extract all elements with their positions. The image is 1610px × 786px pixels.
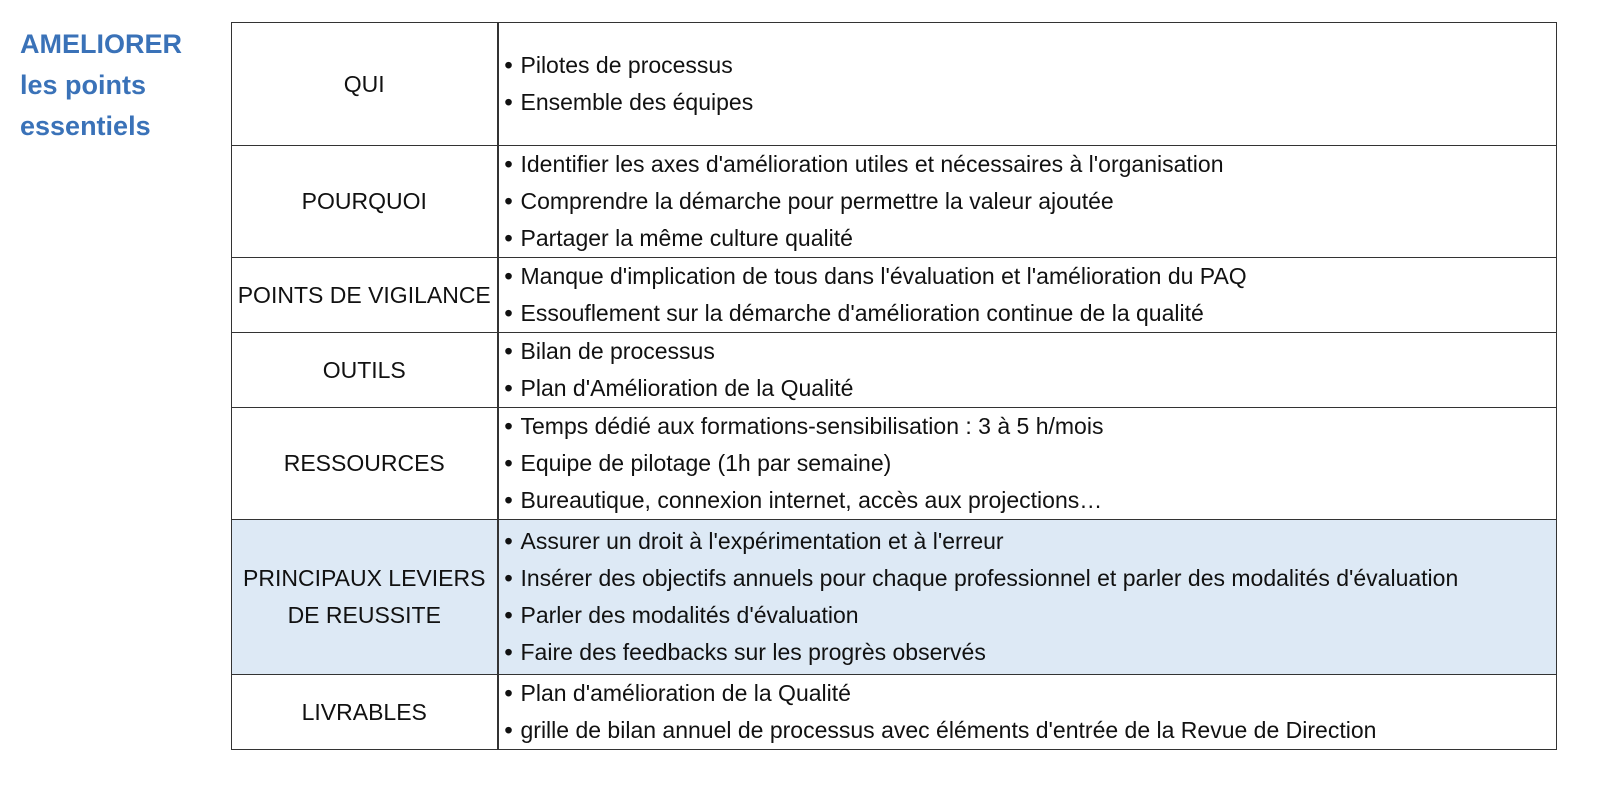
row-label xyxy=(232,258,498,333)
row-label xyxy=(232,146,498,258)
section-heading-line: AMELIORER xyxy=(20,29,182,59)
list-item: • Essouflement sur la démarche d'amélioration continue de la qualité xyxy=(505,295,1557,332)
row-label-text: POURQUOI xyxy=(301,188,427,214)
row-label-text: QUI xyxy=(343,70,385,97)
list-item: • grille de bilan annuel de processus avec éléments d'entrée de la Revue de Direction xyxy=(505,712,1557,749)
list-item: • Ensemble des équipes xyxy=(505,84,1557,121)
bullet-icon: • xyxy=(504,300,513,326)
row-label-text: PRINCIPAUX LEVIERS xyxy=(243,565,486,591)
list-item: • Plan d'amélioration de la Qualité xyxy=(505,675,1557,712)
row-label-text: LIVRABLES xyxy=(301,698,427,725)
row-label xyxy=(232,333,498,408)
table-row-pourquoi xyxy=(232,146,1557,258)
list-item: • Partager la même culture qualité xyxy=(505,220,1557,257)
bullet-icon: • xyxy=(504,225,513,251)
bullet-icon: • xyxy=(504,151,513,177)
row-label-text: POINTS DE VIGILANCE xyxy=(237,281,491,308)
bullet-icon: • xyxy=(504,338,513,364)
list-item: • Temps dédié aux formations-sensibilisation : 3 à 5 h/mois xyxy=(505,408,1557,445)
bullet-icon: • xyxy=(504,639,513,665)
row-items xyxy=(498,333,1557,408)
row-label-text: OUTILS xyxy=(322,356,406,383)
row-items xyxy=(498,520,1557,675)
row-label-text: RESSOURCES xyxy=(283,450,445,476)
row-items xyxy=(498,408,1557,520)
bullet-icon: • xyxy=(504,565,513,591)
bullet-icon: • xyxy=(504,263,513,289)
list-item: • Insérer des objectifs annuels pour chaque professionnel et parler des modalités d'évaluation xyxy=(505,560,1557,597)
bullet-icon: • xyxy=(504,52,513,78)
table-row-outils xyxy=(232,333,1557,408)
table-row-points-de-vigilance xyxy=(232,258,1557,333)
row-label xyxy=(232,23,498,146)
bullet-icon: • xyxy=(504,89,513,115)
improvement-table xyxy=(231,22,1557,750)
section-heading-line: essentiels xyxy=(20,111,151,141)
row-items xyxy=(498,146,1557,258)
section-heading-line: les points xyxy=(20,70,147,100)
list-item: • Parler des modalités d'évaluation xyxy=(505,597,1557,634)
row-items xyxy=(498,258,1557,333)
list-item: • Comprendre la démarche pour permettre la valeur ajoutée xyxy=(505,183,1557,220)
list-item: • Plan d'Amélioration de la Qualité xyxy=(505,370,1557,407)
row-label xyxy=(232,520,498,675)
list-item: • Equipe de pilotage (1h par semaine) xyxy=(505,445,1557,482)
list-item: • Bilan de processus xyxy=(505,333,1557,370)
row-label xyxy=(232,675,498,750)
bullet-icon: • xyxy=(504,413,513,439)
list-item: • Faire des feedbacks sur les progrès observés xyxy=(505,634,1557,671)
row-label-text: DE REUSSITE xyxy=(287,602,441,628)
table-row-qui xyxy=(232,23,1557,146)
list-item: • Assurer un droit à l'expérimentation et à l'erreur xyxy=(505,523,1557,560)
bullet-icon: • xyxy=(504,602,513,628)
bullet-icon: • xyxy=(504,717,513,743)
bullet-icon: • xyxy=(504,487,513,513)
bullet-icon: • xyxy=(504,375,513,401)
row-label xyxy=(232,408,498,520)
bullet-icon: • xyxy=(504,680,513,706)
table-row-principaux-leviers xyxy=(232,520,1557,675)
row-items xyxy=(498,675,1557,750)
list-item: • Identifier les axes d'amélioration utiles et nécessaires à l'organisation xyxy=(505,146,1557,183)
list-item: • Bureautique, connexion internet, accès aux projections… xyxy=(505,482,1557,519)
row-items xyxy=(498,23,1557,146)
list-item: • Pilotes de processus xyxy=(505,47,1557,84)
bullet-icon: • xyxy=(504,188,513,214)
section-heading xyxy=(20,24,210,147)
list-item: • Manque d'implication de tous dans l'évaluation et l'amélioration du PAQ xyxy=(505,258,1557,295)
table-row-livrables xyxy=(232,675,1557,750)
table-row-ressources xyxy=(232,408,1557,520)
bullet-icon: • xyxy=(504,450,513,476)
bullet-icon: • xyxy=(504,528,513,554)
